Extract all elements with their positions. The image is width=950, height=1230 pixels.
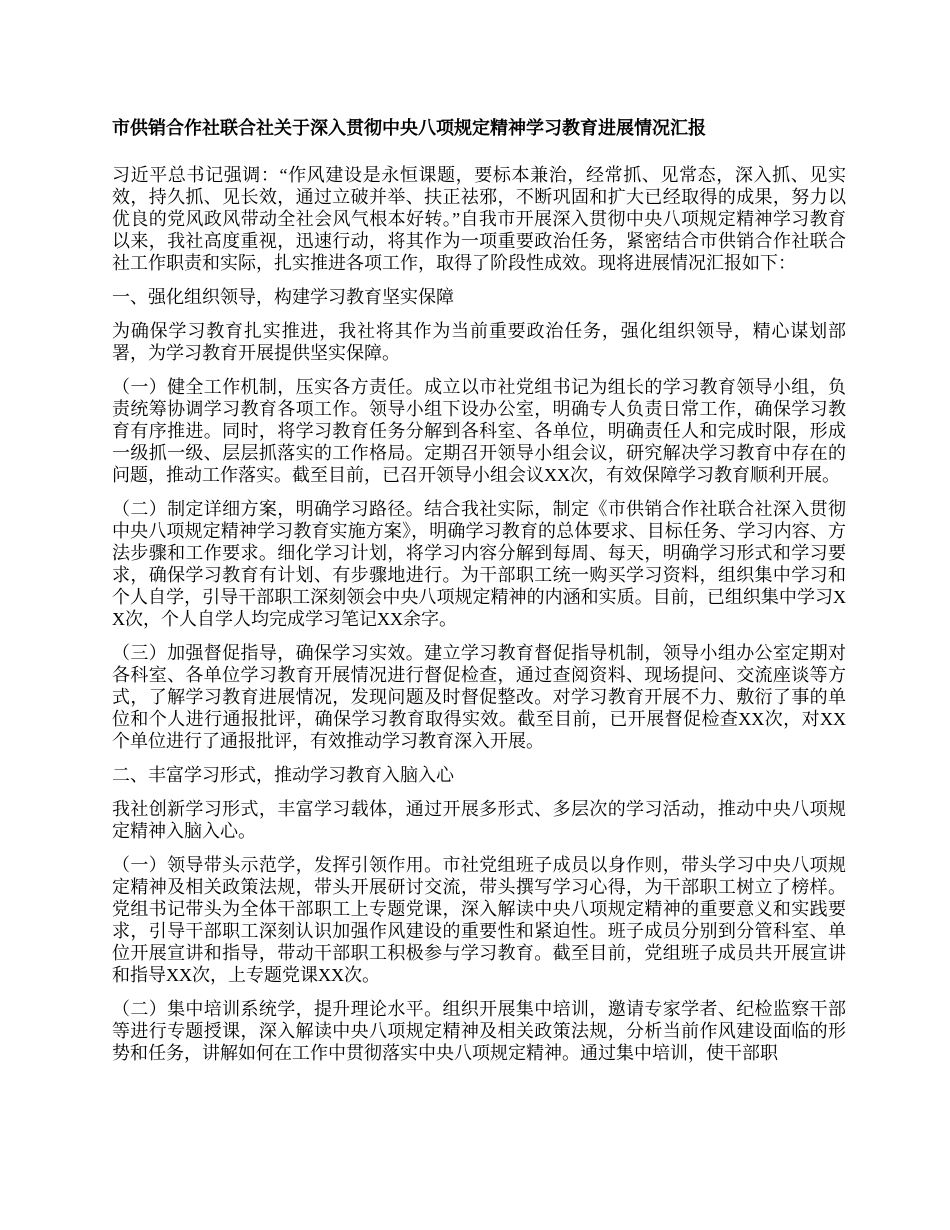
heading-section-1: 一、强化组织领导，构建学习教育坚实保障 — [112, 287, 454, 307]
paragraph-point-1-1: （一）健全工作机制，压实各方责任。成立以市社党组书记为组长的学习教育领导小组，负责统筹协调学习教育各项工作。领导小组下设办公室，明确专人负责日常工作，确保学习教育有序推进。同时，将学习教育任务分解到各科室、各单位，明确责任人和完成时限，形成一级抓一级、层层抓落实的工作格局。定期召开领导小组会议，研究解决学习教育中存在的问题，推动工作落实。截至目前，已召开领导小组会议XX次，有效保障学习教育顺利开展。 — [112, 377, 846, 485]
paragraph-point-1-3: （三）加强督促指导，确保学习实效。建立学习教育督促指导机制，领导小组办公室定期对各科室、各单位学习教育开展情况进行督促检查，通过查阅资料、现场提问、交流座谈等方式，了解学习教育进展情况，发现问题及时督促整改。对学习教育开展不力、敷衍了事的单位和个人进行通报批评，确保学习教育取得实效。截至目前，已开展督促检查XX次，对XX个单位进行了通报批评，有效推动学习教育深入开展。 — [112, 643, 846, 751]
paragraph-section1-lead: 为确保学习教育扎实推进，我社将其作为当前重要政治任务，强化组织领导，精心谋划部署，为学习教育开展提供坚实保障。 — [112, 321, 846, 363]
paragraph-point-2-1: （一）领导带头示范学，发挥引领作用。市社党组班子成员以身作则，带头学习中央八项规定精神及相关政策法规，带头开展研讨交流，带头撰写学习心得，为干部职工树立了榜样。党组书记带头为全体干部职工上专题党课，深入解读中央八项规定精神的重要意义和实践要求，引导干部职工深刻认识加强作风建设的重要性和紧迫性。班子成员分别到分管科室、单位开展宣讲和指导，带动干部职工积极参与学习教育。截至目前，党组班子成员共开展宣讲和指导XX次，上专题党课XX次。 — [112, 855, 846, 985]
paragraph-point-2-2: （二）集中培训系统学，提升理论水平。组织开展集中培训，邀请专家学者、纪检监察干部等进行专题授课，深入解读中央八项规定精神及相关政策法规，分析当前作风建设面临的形势和任务，讲解如何在工作中贯彻落实中央八项规定精神。通过集中培训，使干部职 — [112, 999, 846, 1063]
paragraph-section2-lead: 我社创新学习形式，丰富学习载体，通过开展多形式、多层次的学习活动，推动中央八项规定精神入脑入心。 — [112, 799, 846, 841]
paragraph-intro: 习近平总书记强调：“作风建设是永恒课题，要标本兼治，经常抓、见常态，深入抓、见实效，持久抓、见长效，通过立破并举、扶正祛邪，不断巩固和扩大已经取得的成果，努力以优良的党风政风带动全社会风气根本好转。”自我市开展深入贯彻中央八项规定精神学习教育以来，我社高度重视，迅速行动，将其作为一项重要政治任务，紧密结合市供销合作社联合社工作职责和实际，扎实推进各项工作，取得了阶段性成效。现将进展情况汇报如下： — [112, 165, 846, 273]
paragraph-point-1-2: （二）制定详细方案，明确学习路径。结合我社实际，制定《市供销合作社联合社深入贯彻中央八项规定精神学习教育实施方案》，明确学习教育的总体要求、目标任务、学习内容、方法步骤和工作要求。细化学习计划，将学习内容分解到每周、每天，明确学习形式和学习要求，确保学习教育有计划、有步骤地进行。为干部职工统一购买学习资料，组织集中学习和个人自学，引导干部职工深刻领会中央八项规定精神的内涵和实质。目前，已组织集中学习XX次，个人自学人均完成学习笔记XX余字。 — [112, 499, 846, 629]
heading-section-2: 二、丰富学习形式，推动学习教育入脑入心 — [112, 765, 454, 785]
document-title: 市供销合作社联合社关于深入贯彻中央八项规定精神学习教育进展情况汇报 — [112, 118, 706, 138]
